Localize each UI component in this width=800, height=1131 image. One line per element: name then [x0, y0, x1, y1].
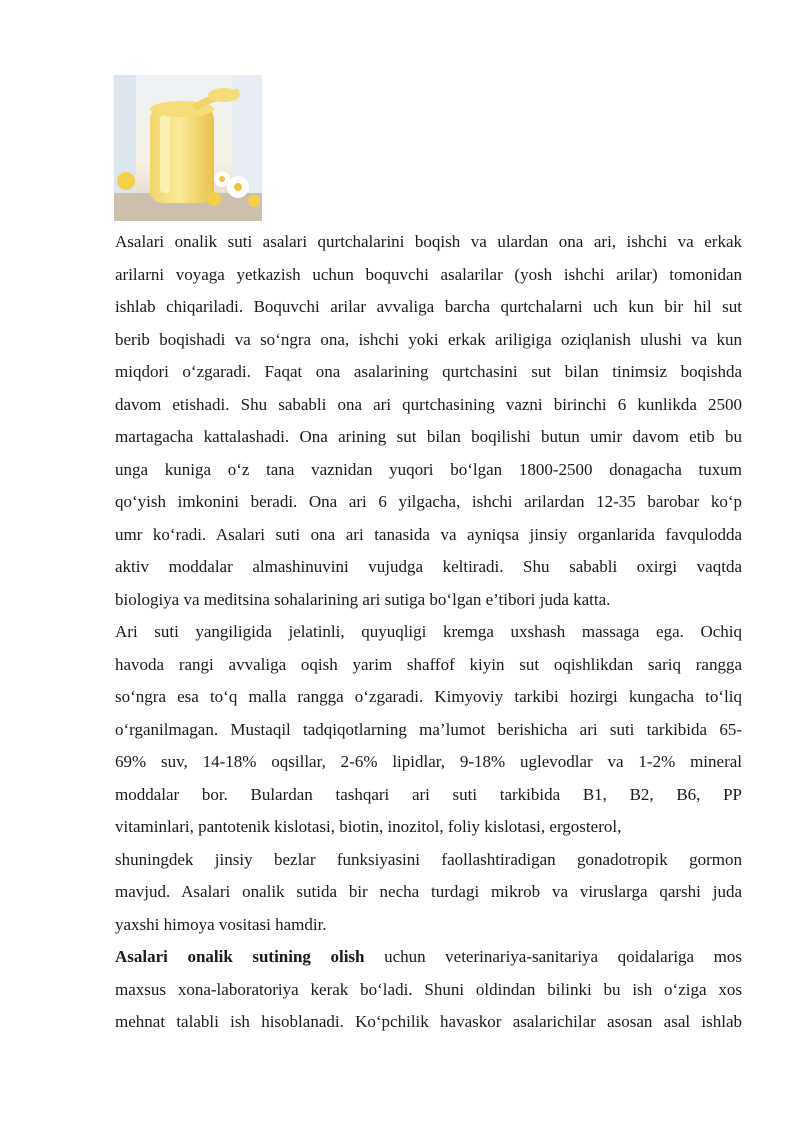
- paragraph-2: [115, 616, 742, 941]
- royal-jelly-jar-icon: [114, 75, 262, 221]
- text-line: so‘ngra esa to‘q malla rangga o‘zgaradi. Kimyoviy tarkibi hozirgi kungacha to‘liq: [115, 687, 742, 706]
- text-line: mehnat talabli ish hisoblanadi. Ko‘pchilik havaskor asalarichilar asosan asal ishlab: [115, 1012, 742, 1031]
- text-line: o‘rganilmagan. Mustaqil tadqiqotlarning ma’lumot berishicha ari suti tarkibida 65-: [115, 719, 742, 739]
- text-line: 69% suv, 14-18% oqsillar, 2-6% lipidlar, 9-18% uglevodlar va 1-2% mineral: [115, 752, 742, 771]
- text-line: havoda rangi avvaliga oqish yarim shaffof kiyin sut oqishlikdan sariq rangga: [115, 654, 742, 674]
- text-line: arilarni voyaga yetkazish uchun boquvchi asalarilar (yosh ishchi arilar) tomonidan: [115, 264, 742, 284]
- text-line: maxsus xona-laboratoriya kerak bo‘ladi. Shuni oldindan bilinki bu ish o‘ziga xos: [115, 979, 742, 999]
- paragraph-1: [115, 226, 742, 616]
- text-line: moddalar bor. Bulardan tashqari ari suti tarkibida B1, B2, B6, PP: [115, 784, 742, 804]
- paragraph-3: [115, 941, 742, 1039]
- text-line: Asalari onalik suti asalari qurtchalarini boqish va ulardan ona ari, ishchi va erkak: [115, 232, 742, 251]
- text-line: aktiv moddalar almashinuvini vujudga keltiradi. Shu sababli oxirgi vaqtda: [115, 557, 742, 576]
- text-line: umr ko‘radi. Asalari suti ona ari tanasida va ayniqsa jinsiy organlarida favqulodda: [115, 524, 742, 544]
- text-line: miqdori o‘zgaradi. Faqat ona asalarining qurtchasini sut bilan tinimsiz boqishda: [115, 362, 742, 381]
- body-text: [115, 226, 742, 1039]
- text-line: mavjud. Asalari onalik sutida bir necha turdagi mikrob va viruslarga qarshi juda: [115, 882, 742, 901]
- text-line: martagacha kattalashadi. Ona arining sut bilan boqilishi butun umir davom etib bu: [115, 427, 742, 446]
- text-fragment: uchun veterinariya-sanitariya qoidalariga mos: [364, 947, 742, 966]
- bold-heading-inline: Asalari onalik sutining olish: [115, 947, 365, 966]
- text-line: shuningdek jinsiy bezlar funksiyasini faollashtiradigan gonadotropik gormon: [115, 849, 742, 869]
- royal-jelly-jar-photo: [114, 75, 262, 221]
- text-line: yaxshi himoya vositasi hamdir.: [115, 914, 327, 934]
- text-line: biologiya va meditsina sohalarining ari sutiga bo‘lgan e’tibori juda katta.: [115, 589, 611, 609]
- text-line: Ari suti yangiligida jelatinli, quyuqligi kremga uxshash massaga ega. Ochiq: [115, 622, 742, 641]
- text-line: [115, 941, 742, 974]
- text-line: unga kuniga o‘z tana vaznidan yuqori bo‘lgan 1800-2500 donagacha tuxum: [115, 459, 742, 479]
- text-line: qo‘yish imkonini beradi. Ona ari 6 yilgacha, ishchi arilardan 12-35 barobar ko‘p: [115, 492, 742, 511]
- text-line: davom etishadi. Shu sababli ona ari qurtchasining vazni birinchi 6 kunlikda 2500: [115, 394, 742, 414]
- text-line: berib boqishadi va so‘ngra ona, ishchi yoki erkak ariligiga oziqlanish ulushi va kun: [115, 329, 742, 349]
- text-line: ishlab chiqariladi. Boquvchi arilar avvaliga barcha qurtchalarni uch kun bir hil sut: [115, 297, 742, 316]
- text-line: vitaminlari, pantotenik kislotasi, biotin, inozitol, foliy kislotasi, ergosterol,: [115, 817, 622, 836]
